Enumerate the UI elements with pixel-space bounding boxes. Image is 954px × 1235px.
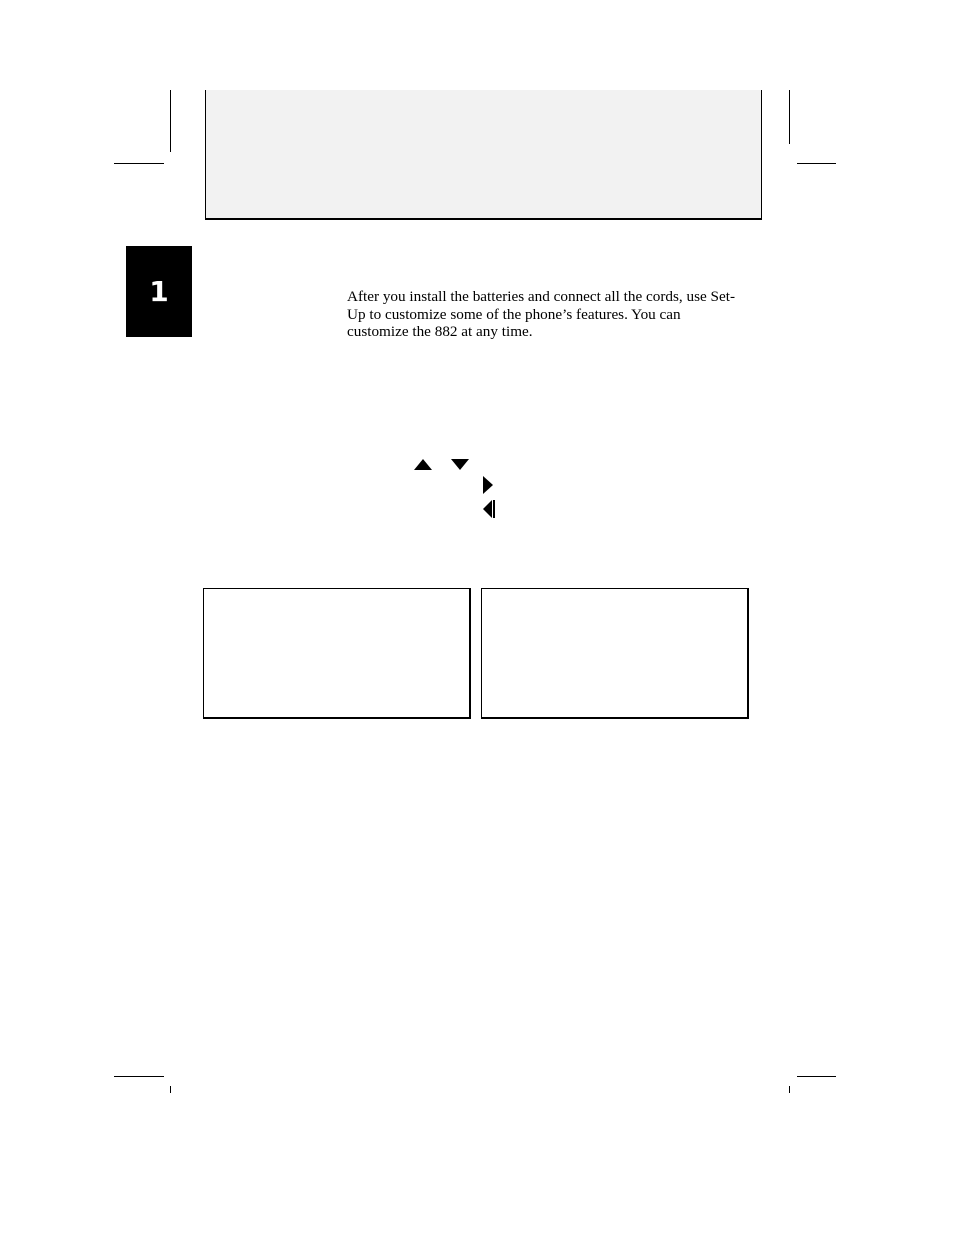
crop-mark-bottom-right-vertical: [789, 1086, 790, 1093]
crop-mark-top-left-vertical: [170, 90, 171, 152]
crop-mark-bottom-left-vertical: [170, 1086, 171, 1093]
intro-paragraph: After you install the batteries and connect all the cords, use Set-Up to customize some of the phone’s features. You can customize the 882 at any time.: [347, 288, 736, 340]
display-panel-right: [481, 588, 749, 719]
crop-mark-top-right-vertical: [789, 90, 790, 144]
crop-mark-bottom-left-horizontal: [114, 1076, 164, 1077]
down-arrow-icon: [451, 459, 469, 470]
up-arrow-icon: [414, 459, 432, 470]
chapter-tab: [126, 246, 192, 337]
right-arrow-icon: [483, 476, 493, 494]
crop-mark-bottom-right-horizontal: [797, 1076, 836, 1077]
display-panel-left: [203, 588, 471, 719]
crop-mark-top-left-horizontal: [114, 163, 164, 164]
left-arrow-icon: [483, 500, 495, 518]
crop-mark-top-right-horizontal: [797, 163, 836, 164]
chapter-number: 1: [149, 275, 169, 308]
chapter-header-banner: [205, 90, 762, 220]
